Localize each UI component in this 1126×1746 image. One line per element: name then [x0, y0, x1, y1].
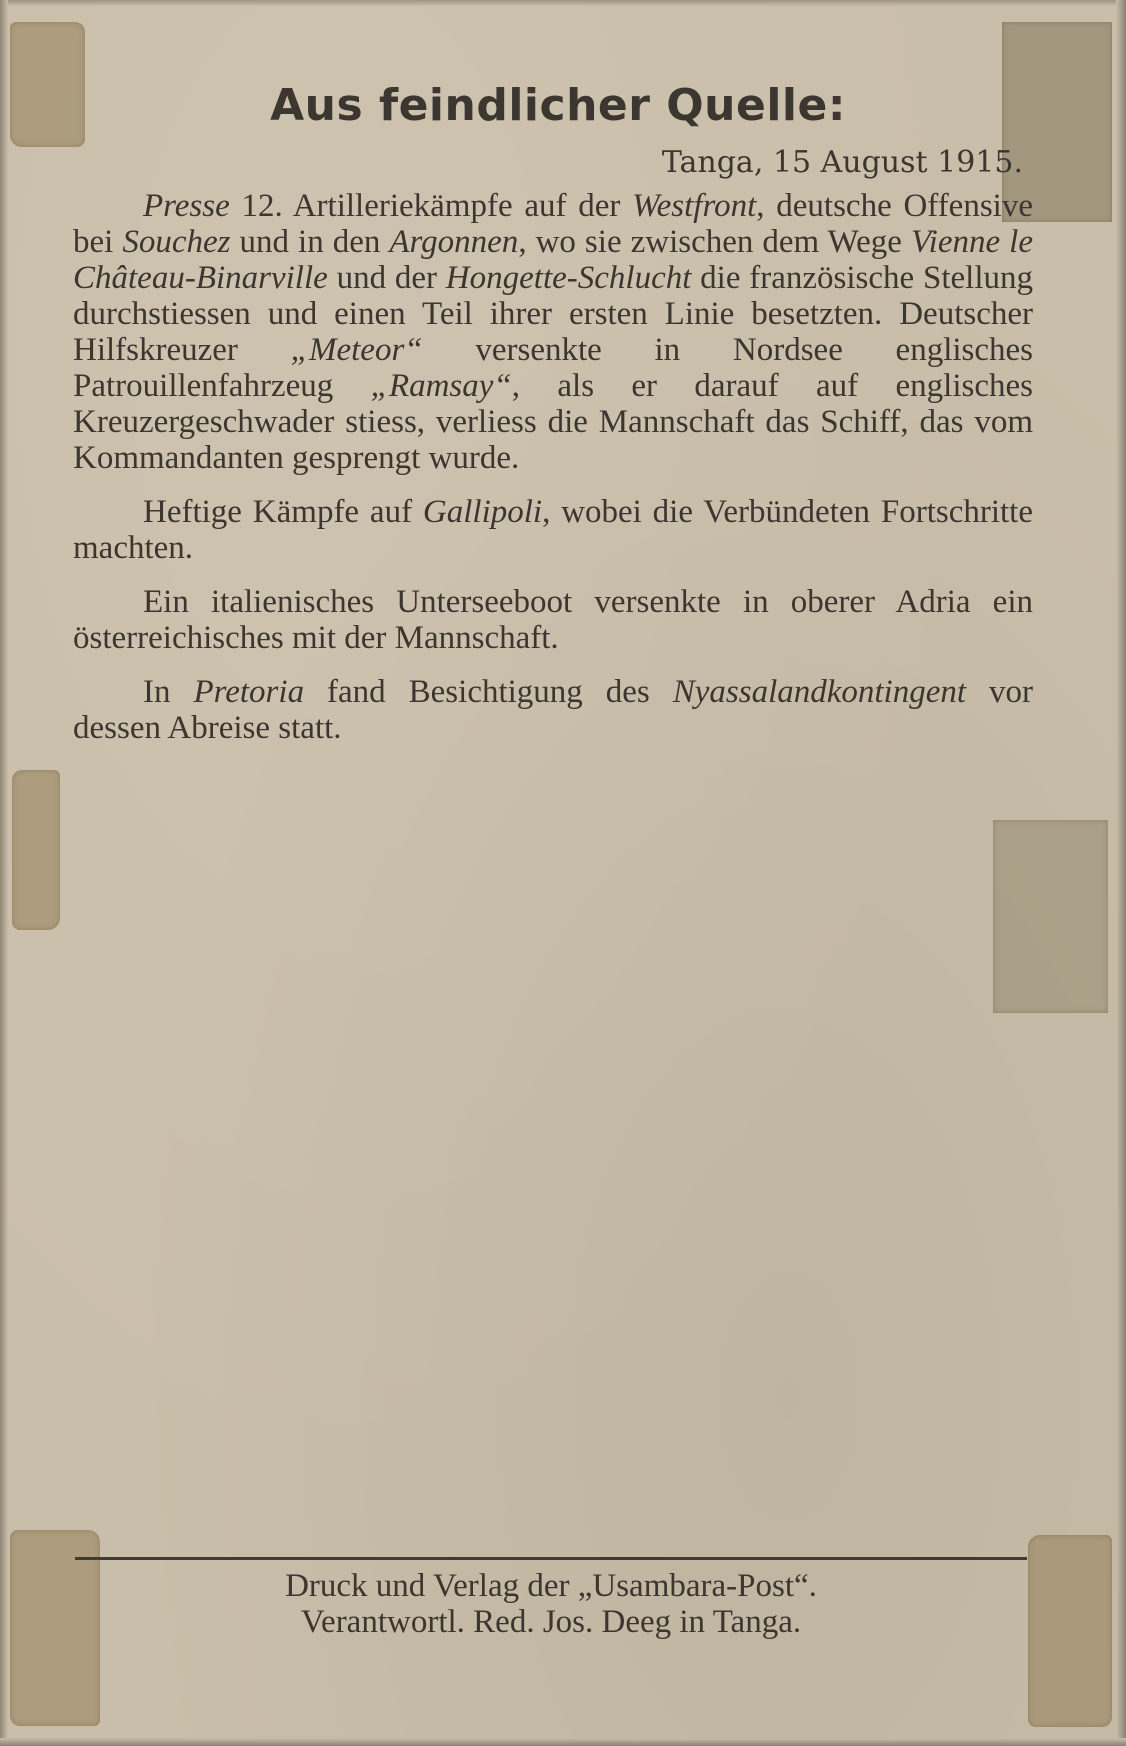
italic-term: Gallipoli	[422, 494, 543, 530]
paper-edge-left	[0, 0, 8, 1746]
hinge-remnant-bottom-right	[1028, 1535, 1112, 1727]
news-paragraph	[73, 494, 1033, 566]
paragraph-text: Heftige Kämpfe auf	[143, 494, 423, 530]
paragraph-text: und der	[327, 260, 446, 296]
dateline: Tanga, 15 August 1915.	[661, 145, 1023, 180]
imprint-line-editor: Verantwortl. Red. Jos. Deeg in Tanga.	[300, 1604, 802, 1640]
footer-divider	[75, 1557, 1027, 1560]
imprint-line-publisher: Druck und Verlag der „Usambara-Post“.	[285, 1568, 817, 1604]
imprint	[75, 1568, 1027, 1640]
italic-term: Souchez	[122, 224, 231, 260]
paragraph-text: In	[143, 674, 194, 710]
page-title: Aus feindlicher Quelle:	[270, 80, 846, 131]
italic-term: Presse	[143, 188, 230, 224]
italic-term: Vienne le Château-Binarville	[73, 224, 1033, 296]
paragraph-text: vor dessen Abreise statt.	[73, 674, 1034, 746]
italic-term: Argonnen	[389, 224, 519, 260]
paper-edge-top	[0, 0, 1126, 6]
hinge-remnant-middle-right	[993, 820, 1108, 1013]
news-paragraph	[73, 674, 1033, 746]
italic-term: „Meteor“	[290, 332, 423, 368]
italic-term: Pretoria	[193, 674, 305, 710]
paragraph-text: die französische Stellung durchstiessen und einen Teil ihrer ersten Linie besetzten. Deutscher Hilfskreuzer	[73, 260, 1033, 368]
italic-term: „Ramsay“	[370, 368, 512, 404]
italic-term: Nyassalandkontingent	[672, 674, 967, 710]
italic-term: Hongette-Schlucht	[445, 260, 692, 296]
bulletin-content	[73, 80, 1033, 764]
paragraph-text: , wo sie zwischen dem Wege	[518, 224, 911, 260]
paragraph-text: , als er darauf auf englisches Kreuzergeschwader stiess, verliess die Mannschaft das Schiff, das vom Kommandanten gesprengt wurde.	[73, 368, 1033, 476]
hinge-remnant-middle-left	[12, 770, 60, 930]
paper-edge-right	[1116, 0, 1126, 1746]
italic-term: Westfront	[632, 188, 757, 224]
news-paragraph	[73, 188, 1033, 476]
paragraph-text: , wobei die Verbündeten Fortschritte machten.	[73, 494, 1033, 566]
paragraph-text: , deutsche Offensive bei	[73, 188, 1033, 260]
news-body	[73, 188, 1033, 746]
paragraph-text: fand Besichtigung des	[304, 674, 673, 710]
news-paragraph	[73, 584, 1033, 656]
paragraph-text: und in den	[230, 224, 390, 260]
paragraph-text: 12. Artilleriekämpfe auf der	[229, 188, 633, 224]
paragraph-text: Ein italienisches Unterseeboot versenkte in oberer Adria ein österreichisches mit der Mannschaft.	[73, 584, 1033, 656]
paper-edge-bottom	[0, 1738, 1126, 1746]
paragraph-text: versenkte in Nordsee englisches Patrouillenfahrzeug	[73, 332, 1034, 404]
